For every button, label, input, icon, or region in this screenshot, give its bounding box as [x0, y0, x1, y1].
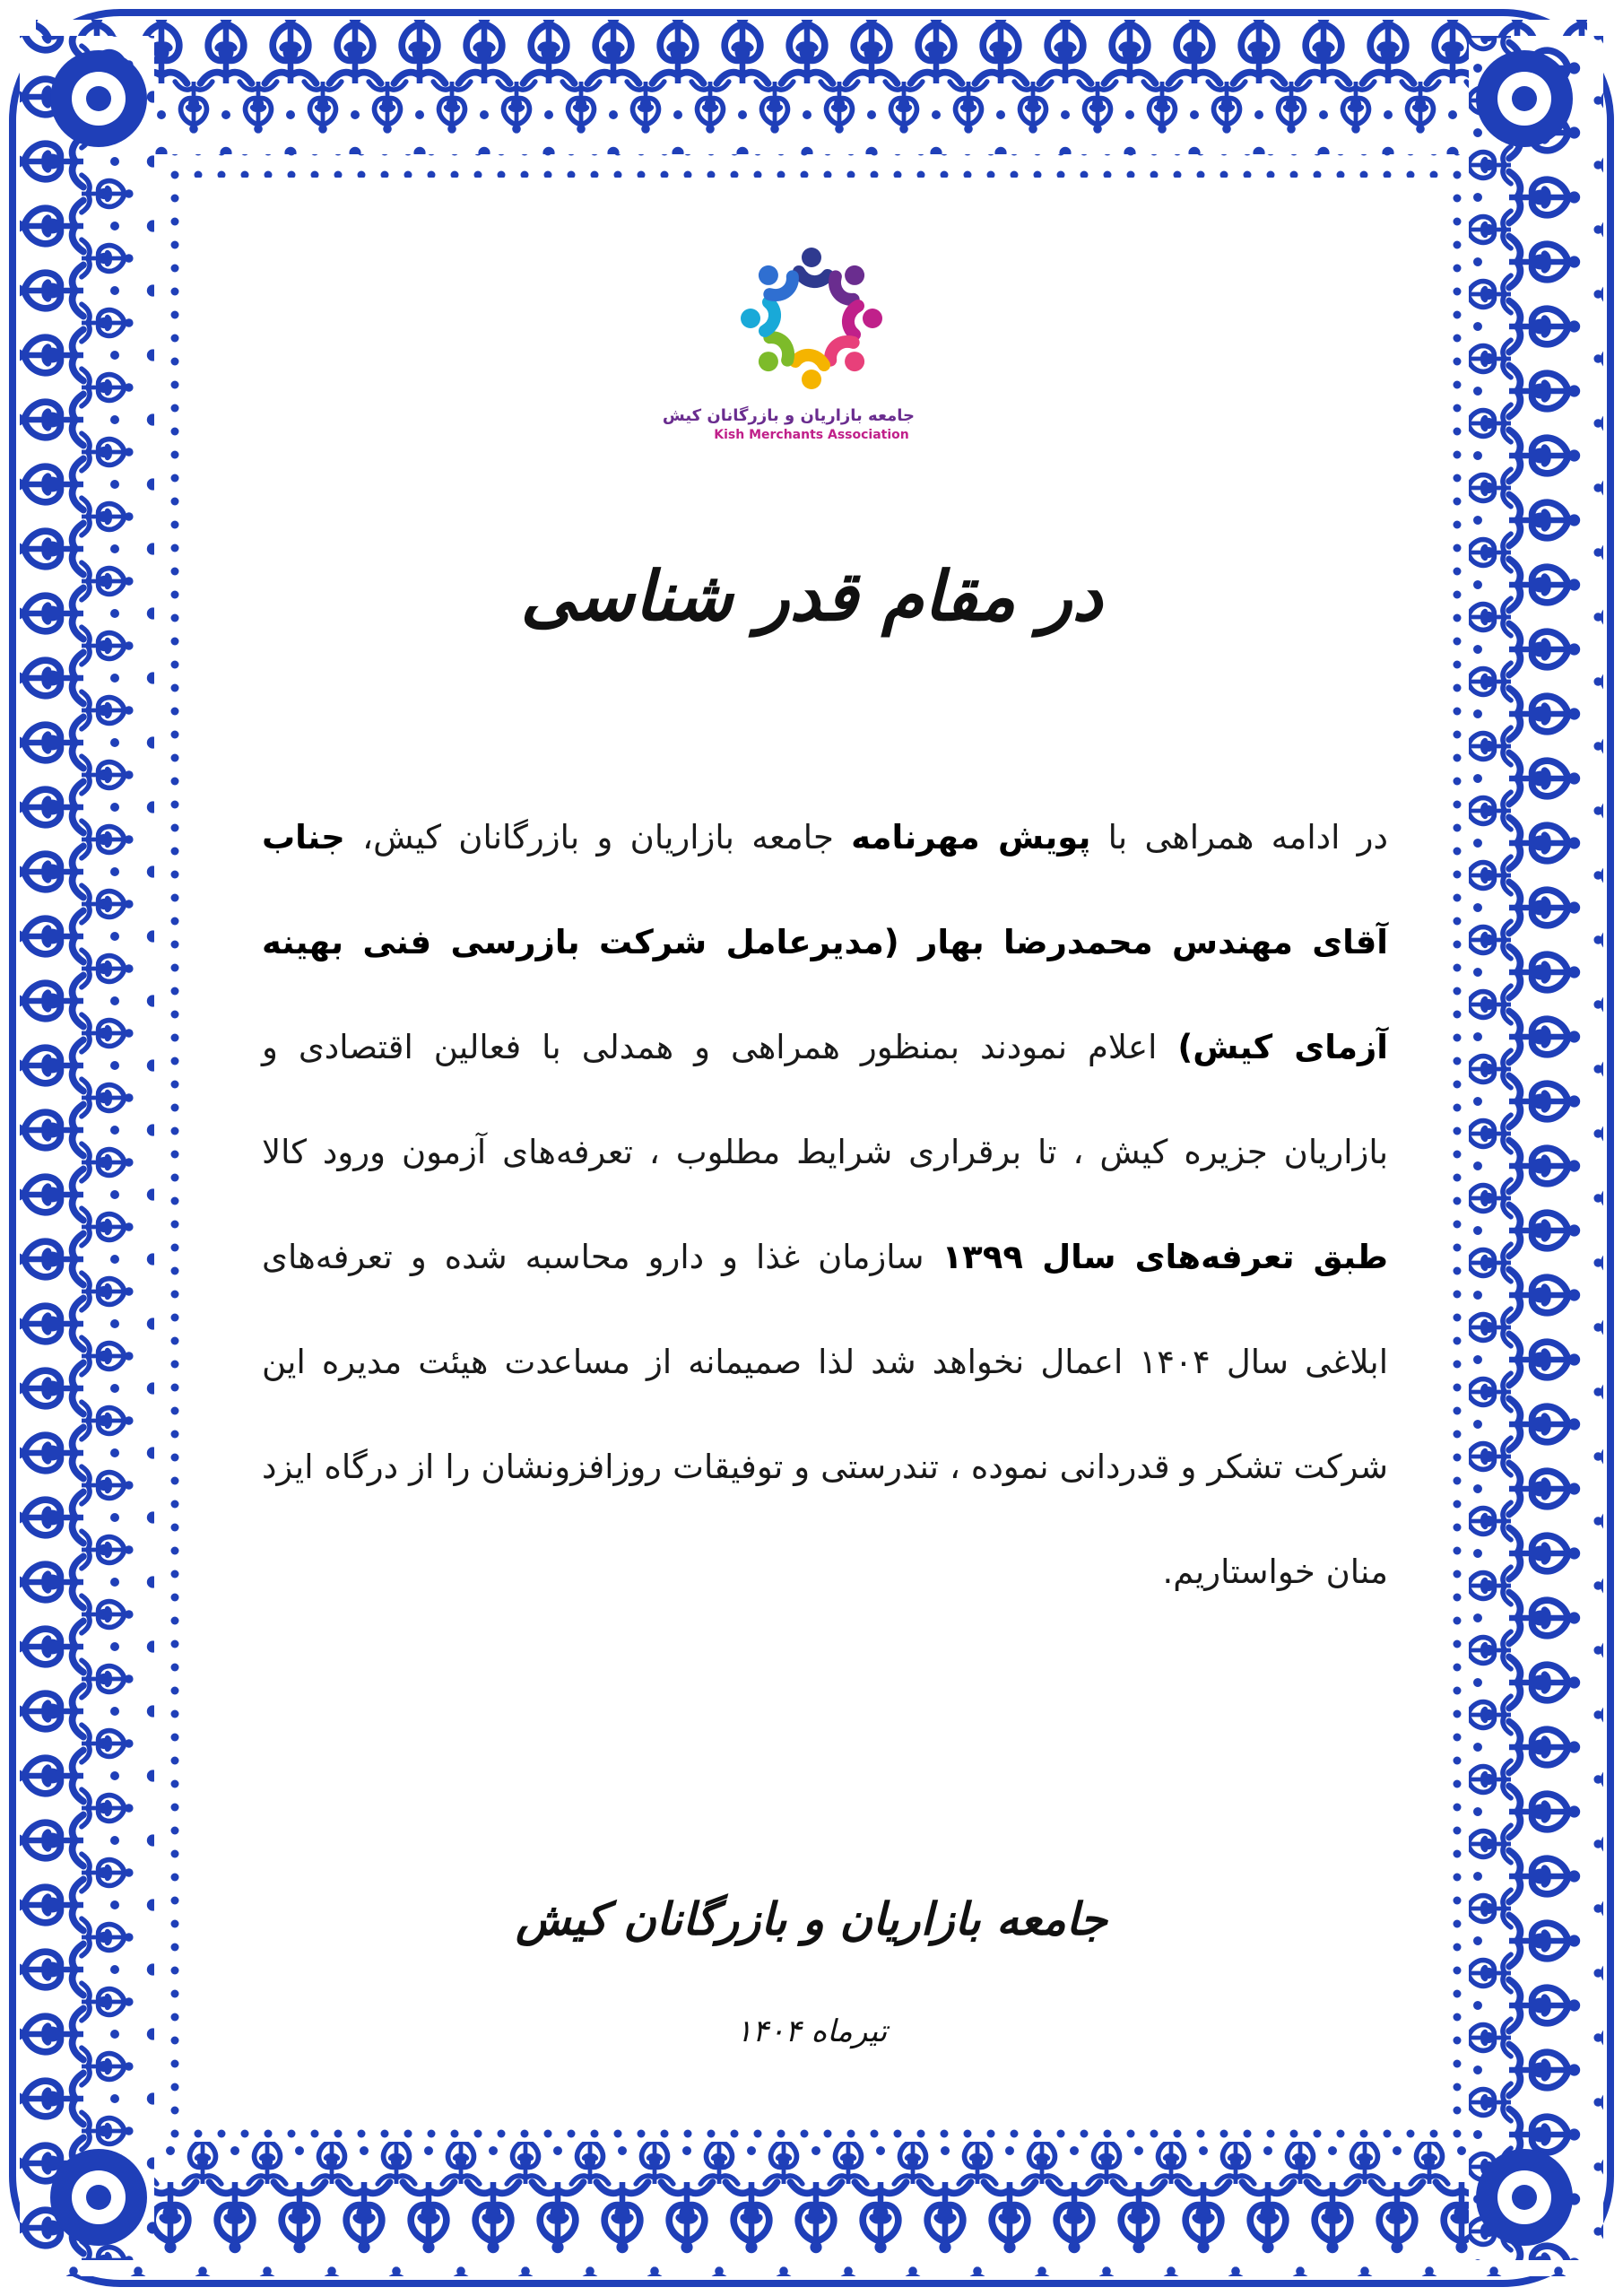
- body-middle: اعلام نمودند بمنظور همراهی و همدلی با فعالین اقتصادی و بازاریان جزیره کیش ، تا برقراری شرایط مطلوب ، تعرفه‌های آزمون ورود کالا: [262, 1028, 1388, 1171]
- signature: جامعه بازاریان و بازرگانان کیش: [516, 1892, 1107, 1945]
- certificate-title: در مقام قدر شناسی: [520, 556, 1103, 636]
- people-circle-icon: [708, 229, 915, 404]
- certificate-body: [262, 785, 1388, 1624]
- campaign-name: پویش مهرنامه: [851, 818, 1091, 857]
- body-intro: در ادامه همراهی با: [1090, 818, 1388, 857]
- body-closing: سازمان غذا و دارو محاسبه شده و تعرفه‌های ابلاغی سال ۱۴۰۴ اعمال نخواهد شد لذا صمیمانه از مساعدت هیئت مدیره این شرکت تشکر و قدردانی نموده ، تندرستی و توفیقات روزافزونشان را از درگاه ایزد منان خواستاریم.: [262, 1238, 1388, 1591]
- tariff-reference: طبق تعرفه‌های سال ۱۳۹۹: [942, 1238, 1388, 1276]
- logo-text-english: Kish Merchants Association: [714, 428, 909, 442]
- logo-text-persian: جامعه بازاریان و بازرگانان کیش: [662, 406, 915, 425]
- honoree-name: جناب آقای مهندس محمدرضا بهار (مدیرعامل شرکت بازرسی فنی بهینه آزمای کیش): [262, 818, 1388, 1066]
- issue-date: تیرماه ۱۴۰۴: [735, 2013, 888, 2049]
- association-logo: [662, 229, 915, 448]
- body-intro-end: جامعه بازاریان و بازرگانان کیش،: [362, 818, 852, 857]
